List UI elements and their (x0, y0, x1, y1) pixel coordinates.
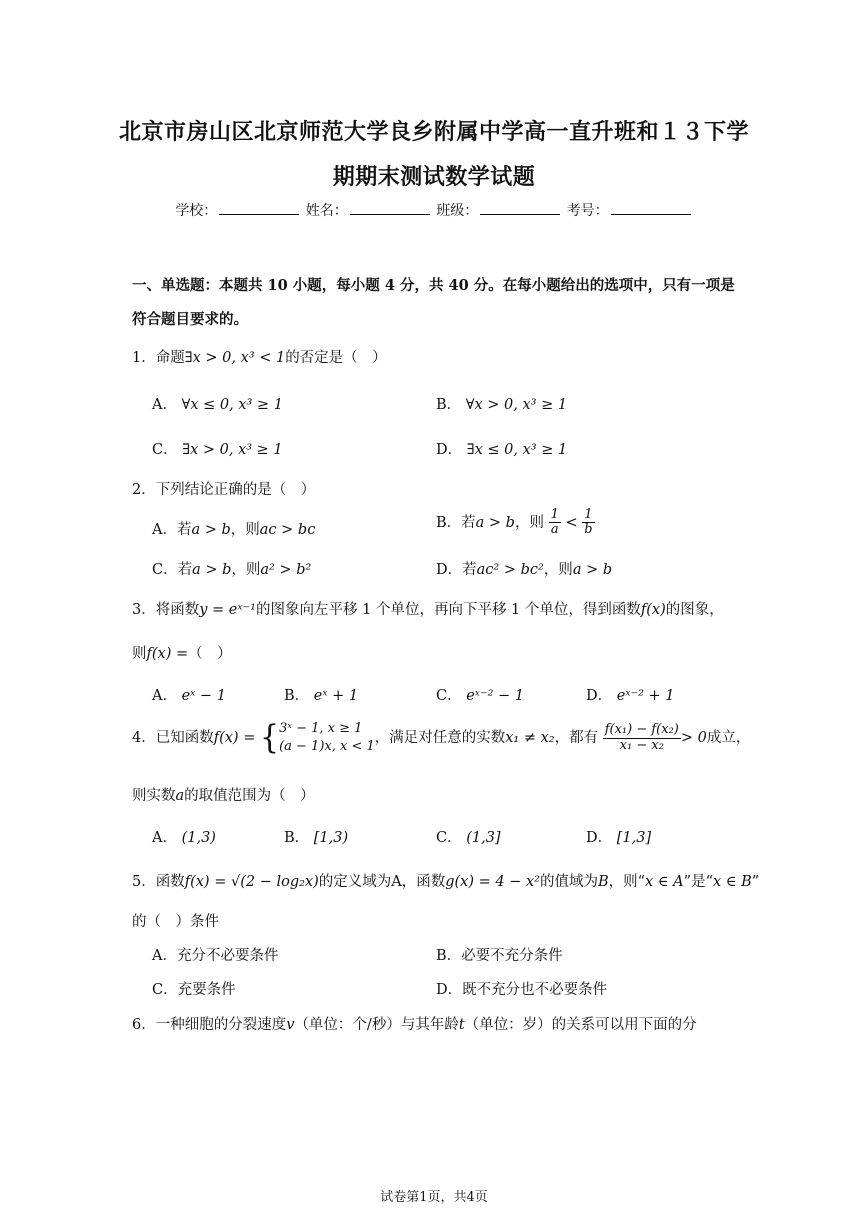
number-label: 考号： (566, 203, 609, 219)
q1-a-label: A． (152, 397, 177, 413)
q2-c-label: C．若 (152, 562, 193, 578)
number-blank (611, 202, 691, 215)
q5-option-d: D．既不充分也不必要条件 (436, 982, 608, 998)
q4-frac-num: f(x₁) − f(x₂) (604, 722, 679, 738)
q5-stem-b: 的定义域为A，函数 (318, 874, 446, 890)
q2-option-a (152, 518, 315, 539)
q1-option-a (152, 393, 283, 414)
q4-d-math: [1,3] (616, 830, 652, 846)
question-2-stem: 2．下列结论正确的是（ ） (132, 482, 316, 498)
q6-stem-c: （单位：岁）的关系可以用下面的分 (464, 1017, 697, 1033)
q6-stem-a: 6．一种细胞的分裂速度 (132, 1017, 287, 1033)
q1-d-math: ∃x ≤ 0, x³ ≥ 1 (466, 442, 568, 458)
q5-fx: f(x) = √(2 − log₂x) (184, 874, 319, 890)
q4-option-a (152, 826, 216, 847)
q1-d-label: D． (436, 442, 463, 458)
q4-b-math: [1,3) (313, 830, 349, 846)
q4-fx: f(x) = (213, 730, 256, 747)
q1-stem-prefix: 1．命题 (132, 350, 185, 366)
q4-piecewise-cases (279, 720, 375, 756)
class-label: 班级： (436, 203, 479, 219)
q6-stem-b: （单位：个/秒）与其年龄 (294, 1017, 459, 1033)
q2-b-frac-1b: $\frac{1}{b}$ (584, 507, 593, 538)
q4-inequality-frac (603, 723, 681, 753)
q3-option-c (436, 684, 524, 705)
q1-option-d (436, 438, 567, 459)
section-heading-line2: 符合题目要求的。 (132, 311, 248, 328)
q3-a-label: A． (152, 688, 177, 704)
q2-a-result: ac > bc (259, 522, 316, 538)
q2-c-result: a² > b² (260, 562, 312, 578)
q4-line2-a: 则实数 (132, 788, 176, 804)
q4-line2-var: a (175, 788, 185, 804)
page-footer: 试卷第1页，共4页 (380, 1190, 488, 1205)
school-blank (219, 202, 299, 215)
q2-d-then: ，则 (543, 562, 573, 578)
q5-stem-e: ”是“ (683, 874, 713, 890)
q4-gt: > 0 (680, 730, 707, 747)
question-4-stem (132, 720, 750, 756)
q3-c-label: C． (436, 688, 462, 704)
q2-d-cond: ac² > bc² (476, 562, 544, 578)
q4-stem-c: ，都有 (554, 730, 599, 747)
q2-c-then: ，则 (231, 562, 261, 578)
q3-line2-b: （ ） (188, 646, 232, 662)
q5-set-b: B (597, 874, 609, 890)
q2-b-cond: a > b (475, 514, 515, 531)
q4-option-d (586, 826, 651, 847)
student-info-row (0, 200, 868, 220)
q4-case1: 3ˣ − 1, x ≥ 1 (279, 721, 363, 736)
q5-option-b: B．必要不充分条件 (436, 948, 563, 964)
q4-d-label: D． (586, 830, 613, 846)
q1-option-b (436, 393, 567, 414)
q1-b-label: B． (436, 397, 462, 413)
q3-option-b (284, 684, 358, 705)
q2-a-then: ，则 (230, 522, 260, 538)
q1-b-math: ∀x > 0, x³ ≥ 1 (465, 397, 568, 413)
q4-option-c (436, 826, 501, 847)
q3-d-label: D． (586, 688, 613, 704)
q1-a-math: ∀x ≤ 0, x³ ≥ 1 (181, 397, 283, 413)
q3-option-d (586, 684, 675, 705)
question-4-line2 (132, 784, 315, 805)
q5-stem-a: 5．函数 (132, 874, 185, 890)
q5-stem-f: ” (751, 874, 760, 890)
q3-a-math: eˣ − 1 (181, 688, 226, 704)
q4-case2: (a − 1)x, x < 1 (279, 739, 375, 755)
question-5-line2: 的（ ）条件 (132, 914, 219, 930)
class-blank (480, 202, 560, 215)
q2-b-frac-1a: $\frac{1}{a}$ (550, 507, 559, 538)
q6-var-t: t (458, 1017, 465, 1033)
q3-b-label: B． (284, 688, 310, 704)
q2-b-then: ，则 (514, 514, 544, 531)
q5-option-c: C．充要条件 (152, 982, 236, 998)
q4-stem-d: 成立， (706, 730, 751, 747)
q5-x-in-b: x ∈ B (712, 874, 752, 890)
q1-option-c (152, 438, 283, 459)
question-3-line2 (132, 642, 232, 663)
q5-option-a: A．充分不必要条件 (152, 948, 279, 964)
q2-d-result: a > b (572, 562, 613, 578)
q2-a-label: A．若 (152, 522, 192, 538)
q5-gx: g(x) = 4 − x² (445, 874, 540, 890)
q6-var-v: v (286, 1017, 295, 1033)
q3-stem-fx: f(x) (640, 602, 666, 618)
exam-title-line1: 北京市房山区北京师范大学良乡附属中学高一直升班和１３下学 (118, 119, 749, 145)
q4-line2-b: 的取值范围为（ ） (184, 788, 315, 804)
q5-stem-d: ，则“ (608, 874, 646, 890)
name-label: 姓名： (305, 203, 348, 219)
q4-stem-a: 4．已知函数 (132, 730, 214, 747)
q4-cond: x₁ ≠ x₂ (505, 730, 555, 747)
section-heading-line1: 一、单选题：本题共 10 小题，每小题 4 分，共 40 分。在每小题给出的选项中，只有一项是 (132, 277, 735, 294)
q4-frac-den: x₁ − x₂ (619, 737, 664, 753)
question-5-stem (132, 870, 759, 891)
question-6-stem (132, 1013, 697, 1034)
question-3-stem (132, 598, 724, 619)
q2-b-label: B．若 (436, 514, 476, 531)
q3-c-math: eˣ⁻² − 1 (466, 688, 525, 704)
q1-c-label: C． (152, 442, 178, 458)
q2-d-label: D．若 (436, 562, 477, 578)
q3-b-math: eˣ + 1 (313, 688, 359, 704)
q3-stem-math: y = eˣ⁻¹ (199, 602, 256, 618)
q4-a-label: A． (152, 830, 177, 846)
q1-stem-math: ∃x > 0, x³ < 1 (184, 350, 286, 366)
q3-stem-c: 的图象， (665, 602, 724, 618)
q5-stem-c: 的值域为 (539, 874, 598, 890)
q3-line2-a: 则 (132, 646, 147, 662)
exam-title-line2: 期期末测试数学试题 (332, 164, 536, 190)
q4-b-label: B． (284, 830, 310, 846)
q3-d-math: eˣ⁻² + 1 (616, 688, 675, 704)
q5-x-in-a: x ∈ A (645, 874, 684, 890)
q3-line2-fx: f(x) = (146, 646, 189, 662)
question-1-stem (132, 346, 387, 367)
q3-stem-b: 的图象向左平移 1 个单位，再向下平移 1 个单位，得到函数 (256, 602, 641, 618)
q2-option-b (436, 508, 595, 538)
q4-a-math: (1,3) (181, 830, 216, 846)
q2-a-cond: a > b (191, 522, 231, 538)
q1-c-math: ∃x > 0, x³ ≥ 1 (182, 442, 283, 458)
q4-c-math: (1,3] (466, 830, 501, 846)
name-blank (350, 202, 430, 215)
q4-c-label: C． (436, 830, 462, 846)
q2-option-c (152, 558, 311, 579)
q2-c-cond: a > b (192, 562, 232, 578)
q3-option-a (152, 684, 226, 705)
q4-stem-b: ，满足对任意的实数 (374, 730, 506, 747)
q4-option-b (284, 826, 348, 847)
q4-piecewise-brace: { (259, 718, 280, 757)
q2-option-d (436, 558, 612, 579)
q1-stem-suffix: 的否定是（ ） (285, 350, 387, 366)
q2-b-lt: < (565, 514, 578, 531)
school-label: 学校： (175, 203, 218, 219)
q3-stem-a: 3．将函数 (132, 602, 200, 618)
